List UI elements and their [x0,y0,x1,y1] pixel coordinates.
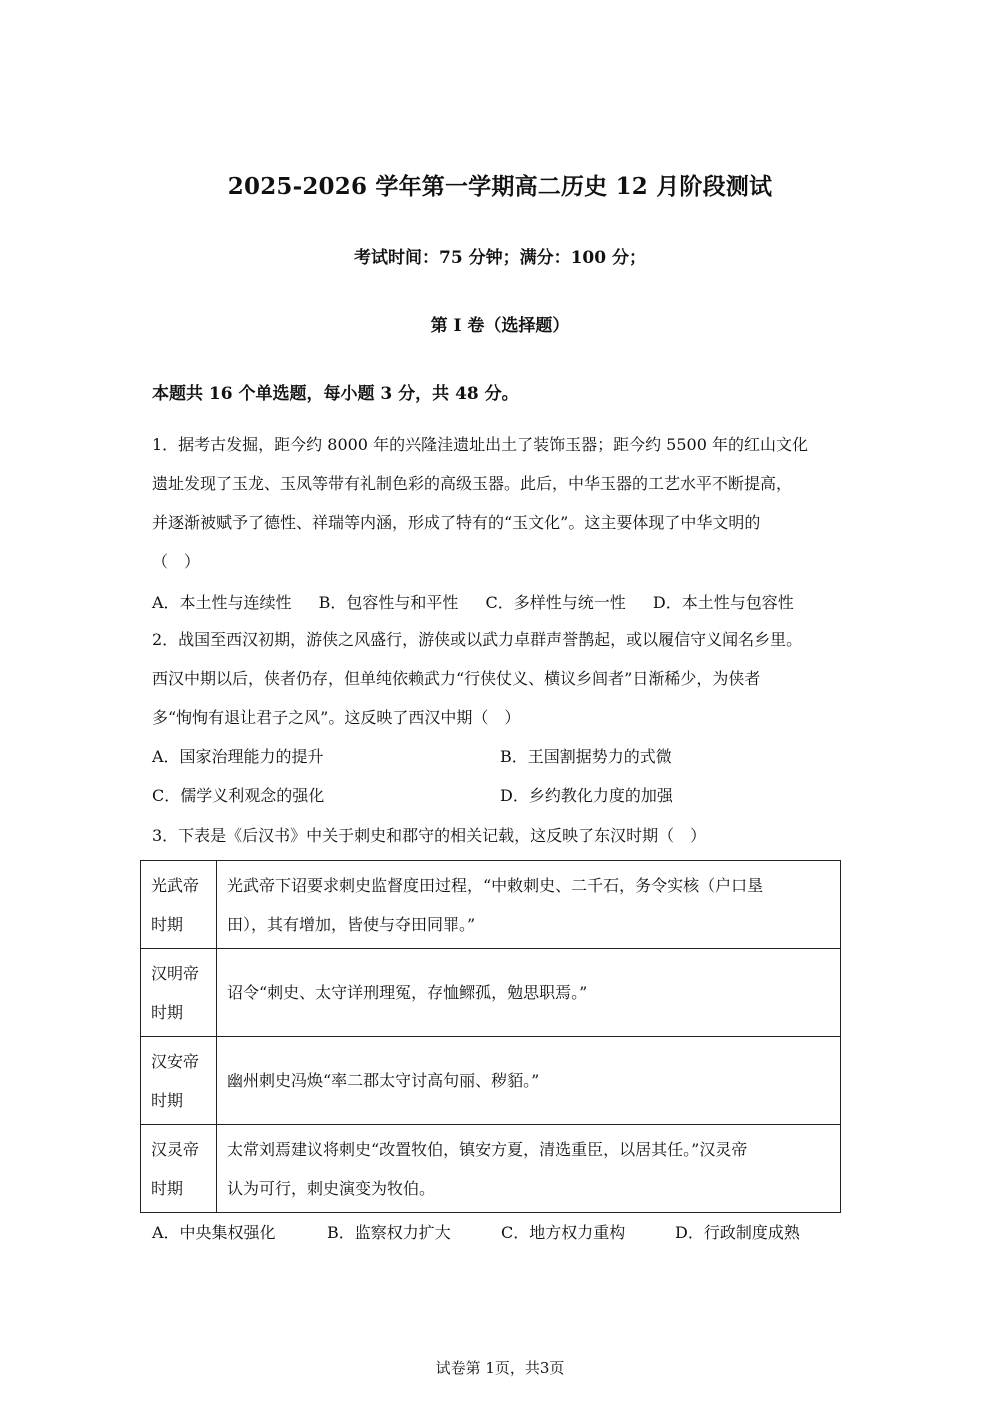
era-label: 汉灵帝 [151,1139,200,1159]
option-d[interactable]: D．行政制度成熟 [675,1223,800,1242]
question-3 [152,816,872,855]
question-1-options [152,590,816,613]
option-a[interactable]: A．本土性与连续性 [152,593,292,612]
record-cell [217,1125,841,1213]
page-footer: 试卷第 1页，共3页 [435,1359,565,1377]
era-cell [141,1125,217,1213]
option-d[interactable]: D．本土性与包容性 [652,593,794,612]
table-row [141,1125,841,1213]
option-b[interactable]: B．王国割据势力的式微 [500,747,672,766]
question-2-line: 多“恂恂有退让君子之风”。这反映了西汉中期（ ） [152,708,521,727]
record-cell [217,949,841,1037]
question-1 [152,425,872,581]
option-b[interactable]: B．包容性与和平性 [318,593,459,612]
record-text: 认为可行，刺史演变为牧伯。 [227,1178,436,1198]
table-row [141,861,841,949]
section-instructions: 本题共 16 个单选题，每小题 3 分，共 48 分。 [152,384,519,404]
exam-title: 2025-2026 学年第一学期高二历史 12 月阶段测试 [227,173,773,200]
record-text: 光武帝下诏要求刺史监督度田过程，“中敕刺史、二千石，务令实核（户口垦 [227,875,764,895]
question-2-line: 2．战国至西汉初期，游侠之风盛行，游侠或以武力卓群声誉鹊起，或以履信守义闻名乡里。 [152,630,803,649]
option-d[interactable]: D．乡约教化力度的加强 [500,786,673,805]
record-text: 太常刘焉建议将刺史“改置牧伯，镇安方夏，清选重臣，以居其任。”汉灵帝 [227,1139,748,1159]
volume-heading: 第 I 卷（选择题） [430,316,570,336]
question-2-line: 西汉中期以后，侠者仍存，但单纯依赖武力“行侠仗义、横议乡闾者”日渐稀少，为侠者 [152,669,761,688]
era-label: 时期 [151,1178,184,1198]
option-a[interactable]: A．国家治理能力的提升 [152,747,324,766]
records-table [140,860,841,1213]
era-label: 光武帝 [151,875,200,895]
era-label: 时期 [151,1002,184,1022]
question-2 [152,620,872,737]
question-1-line: （ ） [152,552,201,571]
era-cell [141,949,217,1037]
question-2-options [152,737,852,815]
question-1-line: 遗址发现了玉龙、玉凤等带有礼制色彩的高级玉器。此后，中华玉器的工艺水平不断提高， [152,474,793,493]
option-c[interactable]: C．地方权力重构 [501,1223,626,1242]
record-text: 幽州刺史冯焕“率二郡太守讨高句丽、秽貊。” [227,1071,540,1090]
era-label: 时期 [151,1090,184,1110]
era-cell [141,1037,217,1125]
option-c[interactable]: C．多样性与统一性 [485,593,626,612]
record-cell [217,1037,841,1125]
era-label: 汉明帝 [151,963,200,983]
record-text: 诏令“刺史、太守详刑理冤，存恤鳏孤，勉思职焉。” [227,983,588,1002]
table-row [141,949,841,1037]
era-label: 汉安帝 [151,1051,200,1071]
question-1-line: 并逐渐被赋予了德性、祥瑞等内涵，形成了特有的“玉文化”。这主要体现了中华文明的 [152,513,761,532]
question-3-options [152,1220,800,1243]
question-3-line: 3．下表是《后汉书》中关于刺史和郡守的相关记载，这反映了东汉时期（ ） [152,826,707,845]
record-text: 田），其有增加，皆使与夺田同罪。” [227,914,476,934]
era-cell [141,861,217,949]
record-cell [217,861,841,949]
exam-info: 考试时间：75 分钟；满分：100 分； [354,248,646,268]
table-row [141,1037,841,1125]
option-a[interactable]: A．中央集权强化 [152,1223,276,1242]
question-1-line: 1．据考古发掘，距今约 8000 年的兴隆洼遗址出土了装饰玉器；距今约 5500 年的红山文化 [152,435,808,454]
era-label: 时期 [151,914,184,934]
option-b[interactable]: B．监察权力扩大 [327,1223,451,1242]
option-c[interactable]: C．儒学义利观念的强化 [152,786,325,805]
